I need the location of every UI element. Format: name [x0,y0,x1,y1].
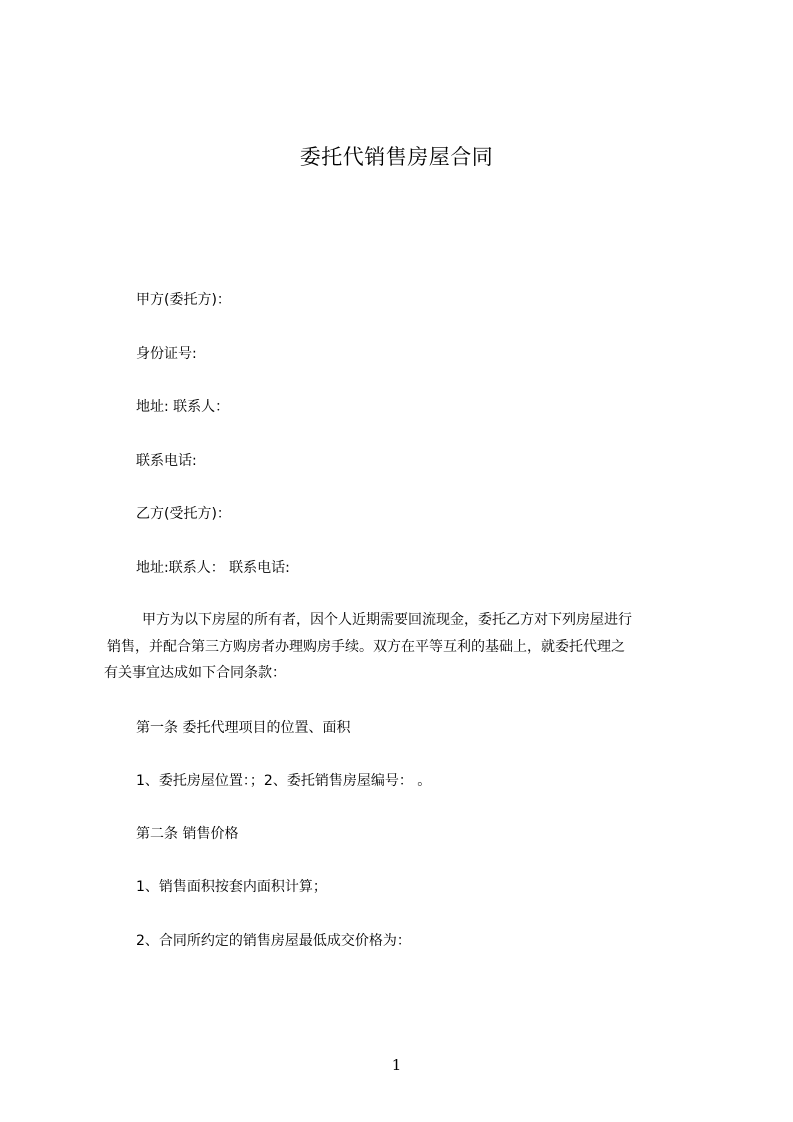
intro-line: 有关事宜达成如下合同条款： [104,665,286,681]
intro-paragraph [104,607,710,687]
party-b-label: 乙方(受托方)： [136,506,231,522]
page-number: 1 [391,1056,402,1074]
article-2-heading: 第二条 销售价格 [136,826,239,842]
article-2-item-1: 1、销售面积按套内面积计算； [136,879,327,895]
party-b-address-contact: 地址:联系人： 联系电话: [136,560,290,576]
party-a-label: 甲方(委托方)： [136,292,231,308]
document-title: 委托代销售房屋合同 [299,145,494,169]
article-1-item: 1、委托房屋位置：；2、委托销售房屋编号： 。 [136,773,432,789]
intro-line: 甲方为以下房屋的所有者，因个人近期需要回流现金，委托乙方对下列房屋进行 [142,612,632,628]
party-a-phone-label: 联系电话: [136,453,197,469]
party-a-address-contact: 地址: 联系人： [136,399,230,415]
article-1-heading: 第一条 委托代理项目的位置、面积 [136,720,351,736]
article-2-item-2: 2、合同所约定的销售房屋最低成交价格为： [136,933,411,949]
id-number-label: 身份证号: [136,346,197,362]
intro-line: 销售，并配合第三方购房者办理购房手续。双方在平等互利的基础上，就委托代理之 [107,638,625,655]
